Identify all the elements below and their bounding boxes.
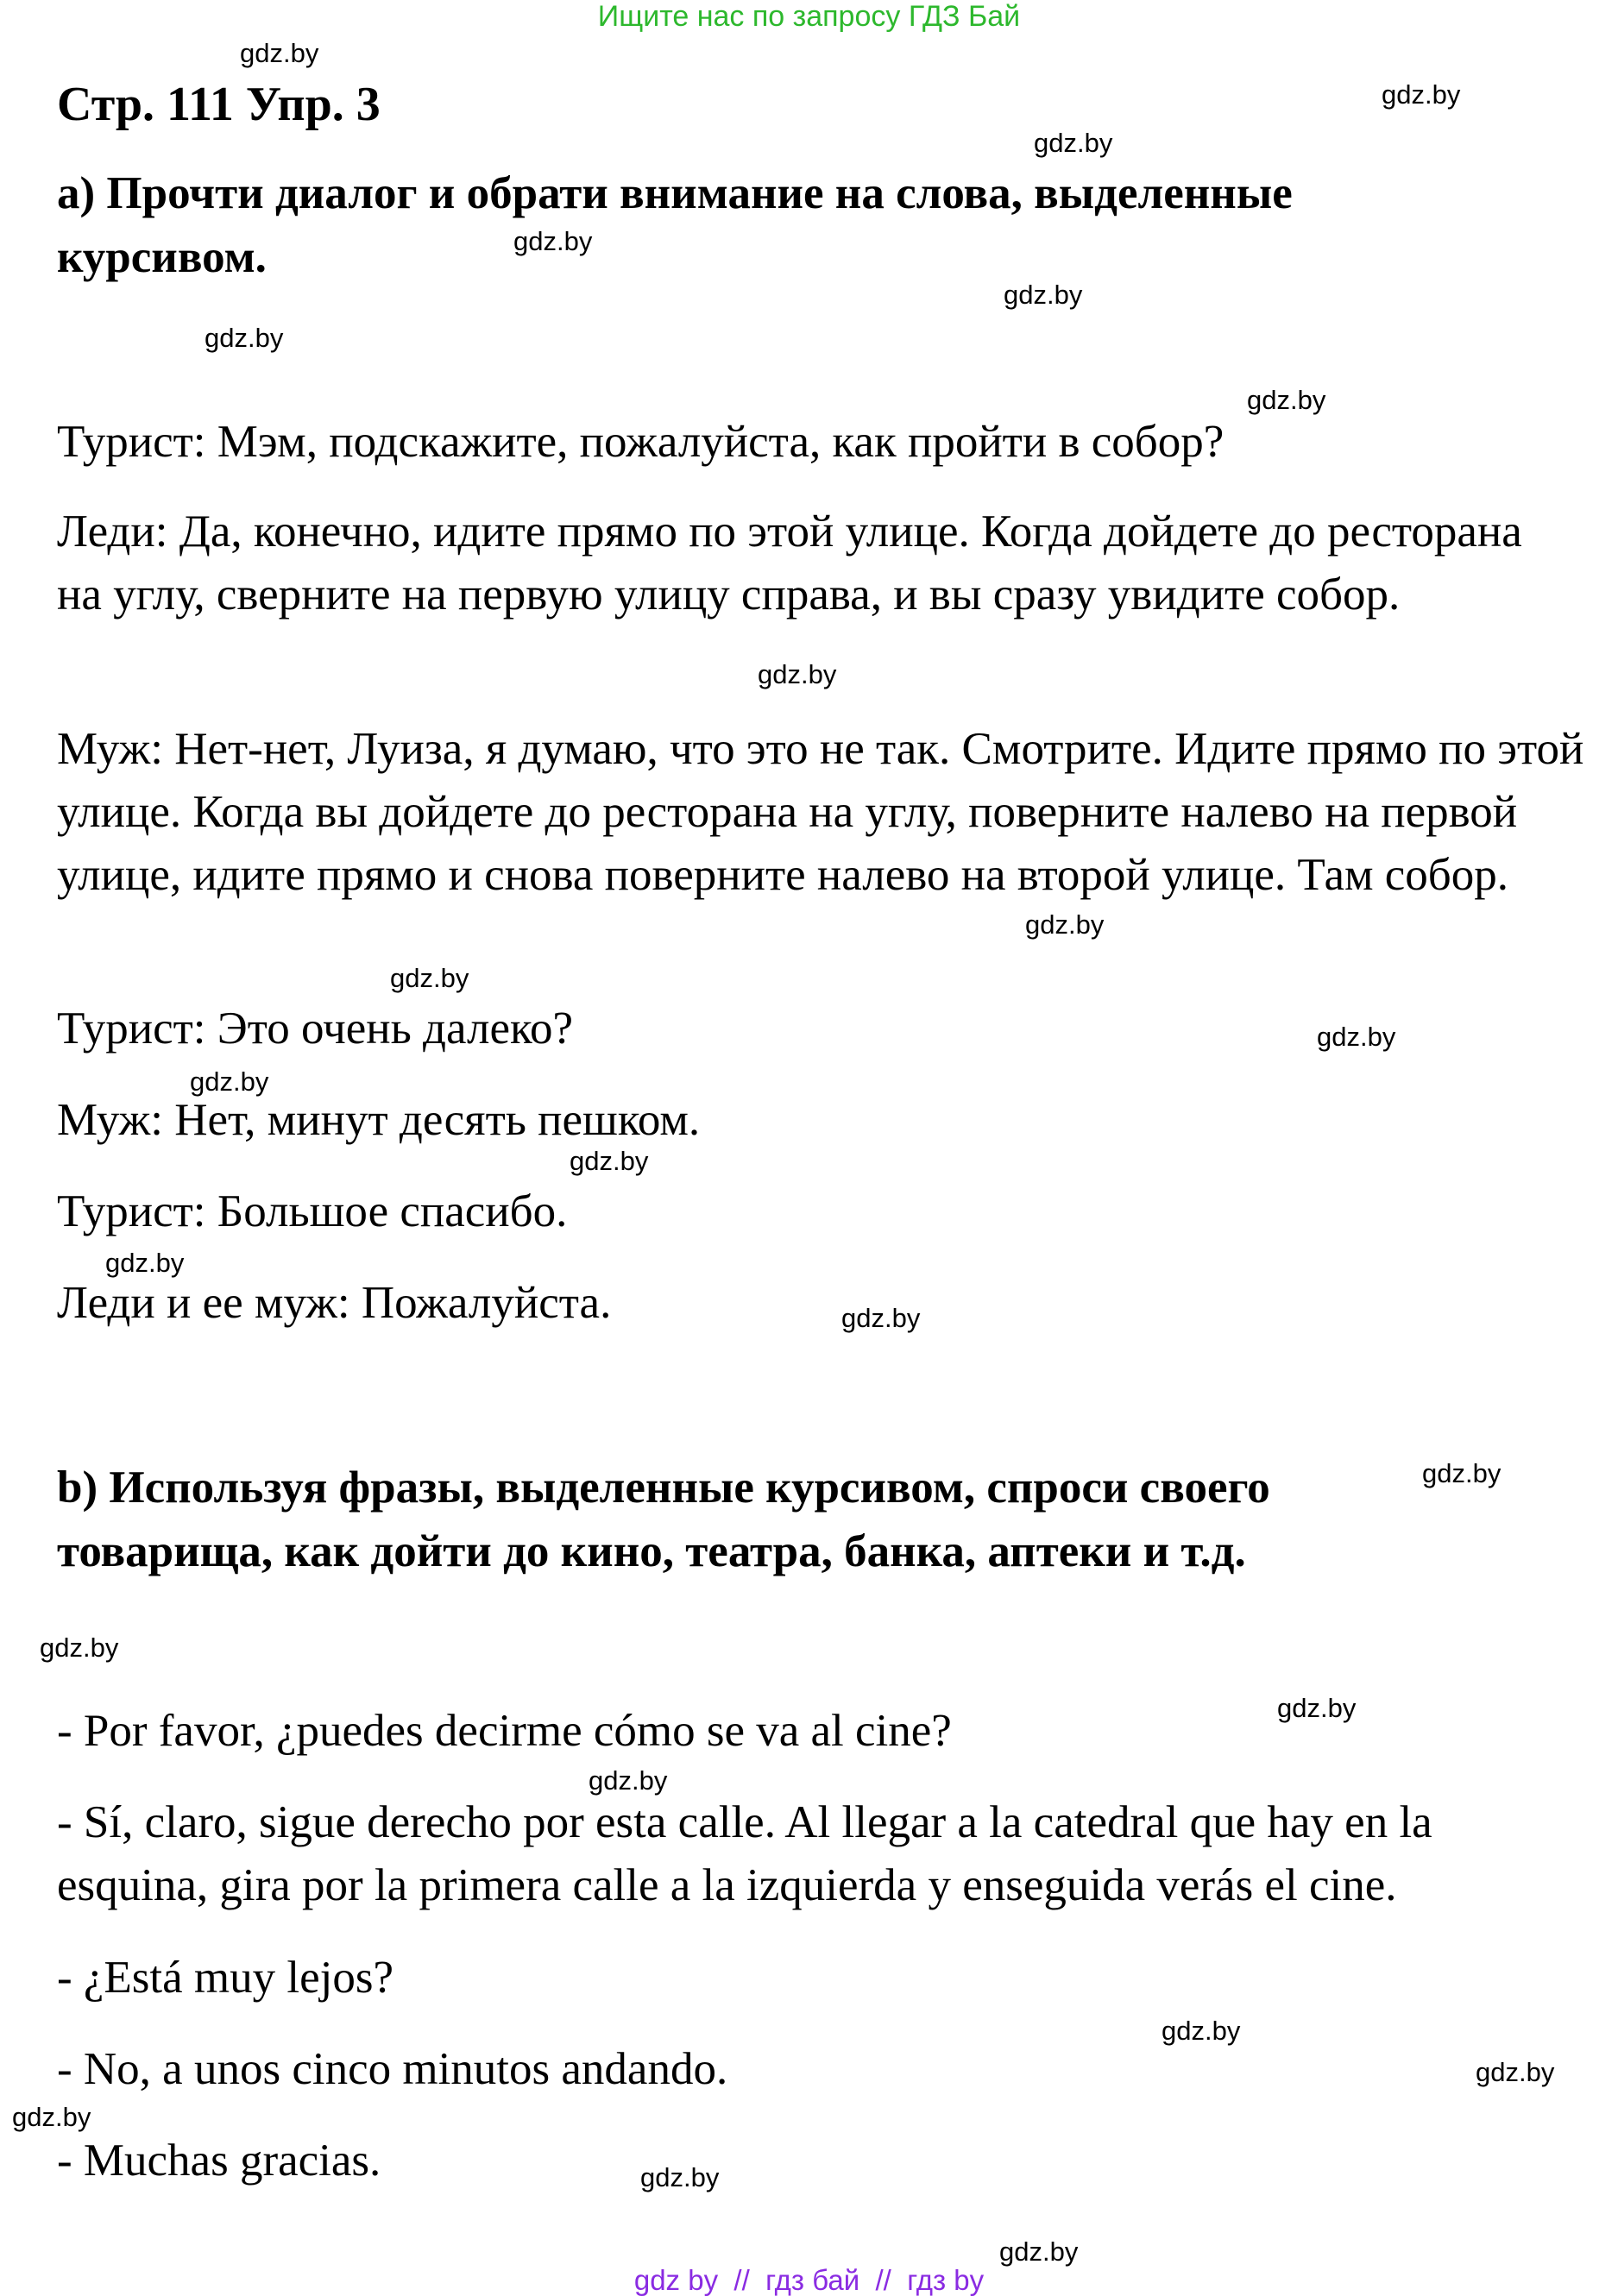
bottom-link-gdz-bay[interactable]: гдз бай <box>765 2264 860 2296</box>
watermark: gdz.by <box>12 2102 91 2132</box>
task-b-line-2: товарища, как дойти до кино, театра, банка, аптеки и т.д. <box>57 1526 1246 1576</box>
watermark: gdz.by <box>1247 385 1326 415</box>
dialog-ru-line: Турист: Большое спасибо. <box>57 1186 568 1236</box>
watermark: gdz.by <box>513 226 593 256</box>
dialog-ru-line: Муж: Нет-нет, Луиза, я думаю, что это не так. Смотрите. Идите прямо по этой улице. Когда вы дойдете до ресторана на углу, поверните налево на первой улице, идите прямо и снова поверните налево на второй улице. Там собор. <box>57 724 1584 900</box>
dialog-es-line: - Muchas gracias. <box>57 2136 381 2186</box>
bottom-link-gdz-by[interactable]: gdz by <box>633 2264 719 2296</box>
dialog-es-line: - Sí, claro, sigue derecho por esta calle. Al llegar a la catedral que hay en la esquina, gira por la primera calle a la izquierda y enseguida verás el cine. <box>57 1797 1432 1910</box>
task-b-line-1: b) Используя фразы, выделенные курсивом, спроси своего <box>57 1463 1270 1513</box>
bottom-links <box>0 2265 1618 2296</box>
dialog-ru-line: Леди: Да, конечно, идите прямо по этой улице. Когда дойдете до ресторана на углу, сверните на первую улицу справа, и вы сразу увидите собор. <box>57 506 1522 620</box>
watermark: gdz.by <box>390 963 469 993</box>
watermark: gdz.by <box>1422 1458 1502 1488</box>
watermark: gdz.by <box>841 1303 921 1333</box>
dialog-ru-line: Леди и ее муж: Пожалуйста. <box>57 1278 612 1328</box>
watermark: gdz.by <box>1277 1693 1357 1723</box>
watermark: gdz.by <box>1004 280 1083 310</box>
watermark: gdz.by <box>40 1632 119 1663</box>
bottom-separator: // <box>875 2264 891 2296</box>
watermark: gdz.by <box>640 2162 720 2192</box>
watermark: gdz.by <box>589 1765 668 1796</box>
dialog-es-line: - Por favor, ¿puedes decirme cómo se va al cine? <box>57 1706 952 1756</box>
dialog-es-line: - No, a unos cinco minutos andando. <box>57 2044 728 2094</box>
watermark: gdz.by <box>105 1248 185 1278</box>
watermark: gdz.by <box>1382 79 1461 110</box>
task-a-line-2: курсивом. <box>57 232 267 282</box>
page-title: Стр. 111 Упр. 3 <box>57 78 381 131</box>
watermark: gdz.by <box>1476 2057 1555 2087</box>
top-banner: Ищите нас по запросу ГДЗ Бай <box>597 0 1021 33</box>
dialog-ru-line: Турист: Мэм, подскажите, пожалуйста, как пройти в собор? <box>57 417 1225 467</box>
watermark: gdz.by <box>570 1146 649 1176</box>
watermark: gdz.by <box>1162 2016 1241 2046</box>
dialog-es-line: - ¿Está muy lejos? <box>57 1953 394 2003</box>
watermark: gdz.by <box>1317 1022 1396 1052</box>
watermark: gdz.by <box>240 38 319 68</box>
task-a-line-1: a) Прочти диалог и обрати внимание на слова, выделенные <box>57 168 1293 218</box>
dialog-ru-line: Турист: Это очень далеко? <box>57 1003 574 1054</box>
bottom-link-gdz-by-2[interactable]: гдз by <box>907 2264 985 2296</box>
watermark: gdz.by <box>190 1066 269 1097</box>
watermark: gdz.by <box>758 659 837 689</box>
watermark: gdz.by <box>205 323 284 353</box>
watermark: gdz.by <box>1034 128 1113 158</box>
watermark: gdz.by <box>1025 909 1105 940</box>
watermark: gdz.by <box>999 2236 1079 2267</box>
dialog-ru-line: Муж: Нет, минут десять пешком. <box>57 1095 701 1145</box>
bottom-separator: // <box>733 2264 750 2296</box>
